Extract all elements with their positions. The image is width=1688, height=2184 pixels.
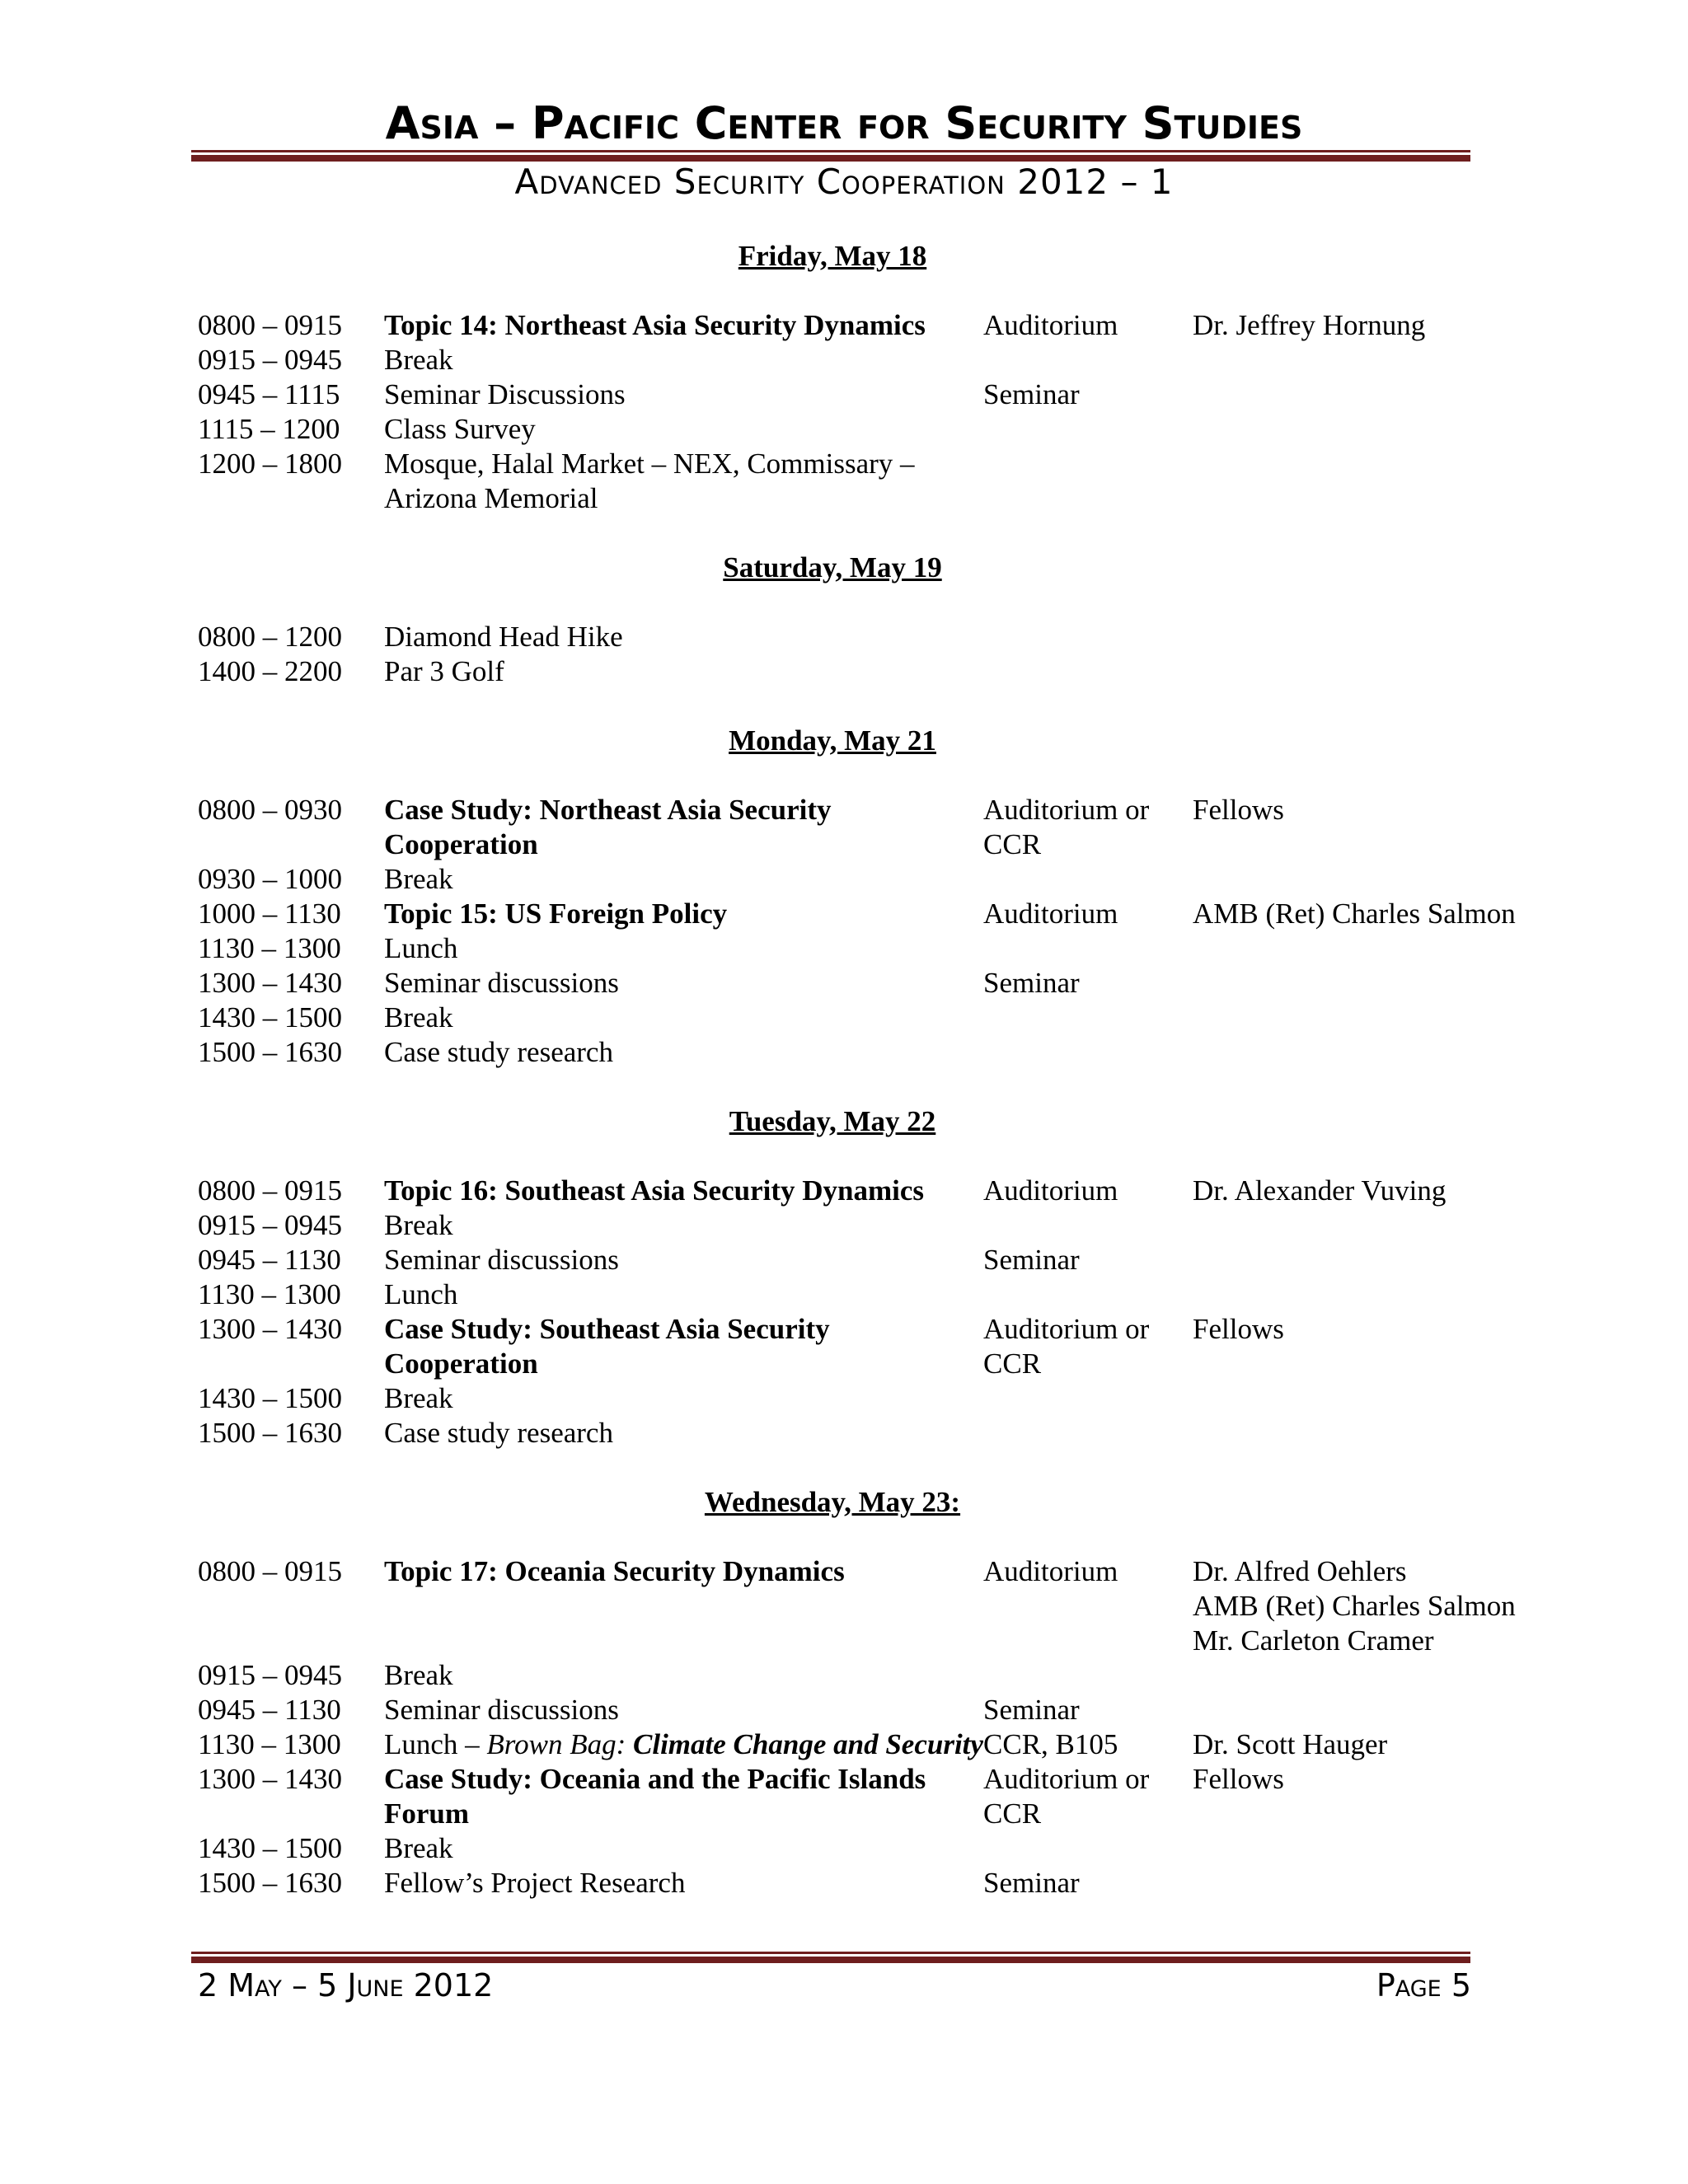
- row-speaker: Dr. Jeffrey Hornung: [1193, 309, 1426, 341]
- row-location: Auditorium or CCR: [983, 794, 1150, 860]
- row-location: [983, 412, 1193, 447]
- row-time: 1000 – 1130: [198, 898, 341, 930]
- row-location: [983, 1035, 1193, 1070]
- schedule-row: [198, 308, 1533, 343]
- row-location: [983, 1658, 1193, 1693]
- activity-part: Climate Change and Security: [633, 1728, 983, 1760]
- row-speaker: [1193, 1658, 1533, 1693]
- row-activity: Break: [384, 863, 453, 895]
- row-speaker: [1193, 862, 1533, 897]
- header-rule: [191, 150, 1470, 162]
- row-time: 0800 – 1200: [198, 621, 342, 653]
- row-activity: Case Study: Oceania and the Pacific Islands Forum: [384, 1763, 926, 1830]
- schedule-row: [198, 1243, 1533, 1277]
- schedule-row: [198, 862, 1533, 897]
- schedule-row: [198, 1001, 1533, 1035]
- page-number: Page 5: [1376, 1967, 1471, 2004]
- row-location: Seminar: [983, 378, 1080, 410]
- activity-part: Lunch –: [384, 1728, 487, 1760]
- row-location: [983, 862, 1193, 897]
- row-speaker: [1193, 1243, 1533, 1277]
- schedule-row: [198, 793, 1533, 862]
- row-speaker: [1193, 1208, 1533, 1243]
- row-activity: Diamond Head Hike: [384, 621, 623, 653]
- row-time: 1430 – 1500: [198, 1832, 342, 1864]
- day-heading: Monday, May 21: [729, 724, 936, 757]
- row-time: 1300 – 1430: [198, 967, 342, 999]
- row-activity: Case study research: [384, 1036, 613, 1068]
- schedule: [198, 239, 1533, 1900]
- row-time: 1300 – 1430: [198, 1313, 342, 1345]
- row-activity: Seminar discussions: [384, 967, 619, 999]
- row-speaker: [1193, 620, 1533, 654]
- row-speaker: [1193, 343, 1533, 377]
- row-activity: Mosque, Halal Market – NEX, Commissary – Arizona Memorial: [384, 448, 915, 514]
- activity-part: Brown Bag:: [486, 1728, 634, 1760]
- row-time: 1430 – 1500: [198, 1382, 342, 1414]
- schedule-row: [198, 1762, 1533, 1831]
- row-speaker: [1193, 1416, 1533, 1451]
- day-heading: Tuesday, May 22: [729, 1105, 936, 1137]
- schedule-row: [198, 1693, 1533, 1727]
- row-speaker: [1193, 1693, 1533, 1727]
- row-location: Auditorium or CCR: [983, 1763, 1150, 1830]
- row-activity: Topic 15: US Foreign Policy: [384, 898, 728, 930]
- row-speaker: [1193, 654, 1533, 689]
- row-speaker: [1193, 1035, 1533, 1070]
- row-time: 0800 – 0915: [198, 1555, 342, 1587]
- schedule-row: [198, 620, 1533, 654]
- row-speaker: [1193, 931, 1533, 966]
- row-activity: Case Study: Southeast Asia Security Cooperation: [384, 1313, 830, 1380]
- row-time: 1130 – 1300: [198, 1278, 341, 1310]
- row-time: 1300 – 1430: [198, 1763, 342, 1795]
- schedule-row: [198, 966, 1533, 1001]
- row-location: [983, 1381, 1193, 1416]
- row-activity: Case study research: [384, 1417, 613, 1449]
- schedule-row: [198, 1174, 1533, 1208]
- schedule-row: [198, 1035, 1533, 1070]
- schedule-row: [198, 1416, 1533, 1451]
- row-location: [983, 447, 1193, 516]
- schedule-row: [198, 1277, 1533, 1312]
- row-location: Auditorium: [983, 1555, 1118, 1587]
- row-activity: Lunch: [384, 932, 458, 964]
- row-activity: Seminar discussions: [384, 1694, 619, 1726]
- row-location: Auditorium: [983, 1174, 1118, 1207]
- row-speaker: [1193, 966, 1533, 1001]
- row-location: CCR, B105: [983, 1728, 1118, 1760]
- day-heading: Saturday, May 19: [723, 551, 942, 583]
- schedule-row: [198, 1658, 1533, 1693]
- section-spacer: [198, 1070, 1533, 1104]
- row-location: [983, 1831, 1193, 1866]
- day-heading: Friday, May 18: [738, 240, 927, 272]
- row-time: 1200 – 1800: [198, 448, 342, 480]
- row-activity: Seminar discussions: [384, 1244, 619, 1276]
- row-speaker: [1193, 1001, 1533, 1035]
- row-time: 0800 – 0930: [198, 794, 342, 826]
- footer-rule: [191, 1952, 1470, 1963]
- row-speaker: [1193, 1831, 1533, 1866]
- row-speaker: Fellows: [1193, 1763, 1284, 1795]
- row-activity: Break: [384, 1001, 453, 1033]
- row-time: 0915 – 0945: [198, 1209, 342, 1241]
- row-location: [983, 620, 1193, 654]
- section-spacer: [198, 1451, 1533, 1485]
- row-speaker: Dr. Alexander Vuving: [1193, 1174, 1447, 1207]
- schedule-row: [198, 1831, 1533, 1866]
- schedule-row: [198, 897, 1533, 931]
- row-activity: Break: [384, 344, 453, 376]
- row-location: Auditorium: [983, 898, 1118, 930]
- row-time: 1400 – 2200: [198, 655, 342, 687]
- schedule-row: [198, 654, 1533, 689]
- row-activity: Par 3 Golf: [384, 655, 504, 687]
- row-time: 1130 – 1300: [198, 932, 341, 964]
- row-speaker: [1193, 447, 1533, 516]
- section-spacer: [198, 516, 1533, 551]
- page-footer: [198, 1966, 1471, 2005]
- footer-dates: 2 May – 5 June 2012: [198, 1967, 494, 2004]
- row-speaker: Fellows: [1193, 1313, 1284, 1345]
- row-activity: Break: [384, 1382, 453, 1414]
- page-title: Asia – Pacific Center for Security Studies: [385, 97, 1303, 149]
- row-activity: Seminar Discussions: [384, 378, 626, 410]
- page-subtitle: Advanced Security Cooperation 2012 – 1: [514, 162, 1174, 202]
- row-location: Seminar: [983, 1244, 1080, 1276]
- section-spacer: [198, 689, 1533, 724]
- row-activity: Break: [384, 1832, 453, 1864]
- row-location: [983, 1416, 1193, 1451]
- row-speaker: Dr. Alfred Oehlers AMB (Ret) Charles Salmon Mr. Carleton Cramer: [1193, 1555, 1516, 1657]
- row-time: 0915 – 0945: [198, 344, 342, 376]
- row-activity: Fellow’s Project Research: [384, 1867, 686, 1899]
- row-location: [983, 343, 1193, 377]
- row-time: 0945 – 1115: [198, 378, 340, 410]
- row-time: 0800 – 0915: [198, 1174, 342, 1207]
- row-speaker: Dr. Scott Hauger: [1193, 1728, 1388, 1760]
- day-heading: Wednesday, May 23:: [704, 1486, 961, 1518]
- row-time: 0945 – 1130: [198, 1694, 341, 1726]
- row-activity: Topic 14: Northeast Asia Security Dynamics: [384, 309, 926, 341]
- row-activity: [384, 1727, 983, 1762]
- row-activity: Lunch: [384, 1278, 458, 1310]
- row-speaker: [1193, 1277, 1533, 1312]
- row-time: 1500 – 1630: [198, 1867, 342, 1899]
- row-activity: Case Study: Northeast Asia Security Cooperation: [384, 794, 832, 860]
- row-time: 1130 – 1300: [198, 1728, 341, 1760]
- row-time: 1500 – 1630: [198, 1036, 342, 1068]
- row-location: [983, 1277, 1193, 1312]
- row-activity: Topic 17: Oceania Security Dynamics: [384, 1555, 845, 1587]
- schedule-row: [198, 1554, 1533, 1658]
- row-location: [983, 1001, 1193, 1035]
- row-speaker: AMB (Ret) Charles Salmon: [1193, 898, 1516, 930]
- row-location: Seminar: [983, 967, 1080, 999]
- row-speaker: [1193, 412, 1533, 447]
- row-time: 1115 – 1200: [198, 413, 340, 445]
- row-location: [983, 1208, 1193, 1243]
- row-location: Auditorium: [983, 309, 1118, 341]
- row-location: Auditorium or CCR: [983, 1313, 1150, 1380]
- row-location: [983, 931, 1193, 966]
- schedule-row: [198, 1866, 1533, 1900]
- row-activity: Break: [384, 1659, 453, 1691]
- schedule-row: [198, 931, 1533, 966]
- row-activity: Class Survey: [384, 413, 536, 445]
- schedule-row: [198, 343, 1533, 377]
- schedule-row: [198, 412, 1533, 447]
- row-time: 0930 – 1000: [198, 863, 342, 895]
- row-speaker: [1193, 1866, 1533, 1900]
- row-location: [983, 654, 1193, 689]
- row-time: 0800 – 0915: [198, 309, 342, 341]
- row-activity: Topic 16: Southeast Asia Security Dynamics: [384, 1174, 925, 1207]
- row-location: Seminar: [983, 1867, 1080, 1899]
- row-speaker: Fellows: [1193, 794, 1284, 826]
- row-activity: Break: [384, 1209, 453, 1241]
- schedule-row: [198, 377, 1533, 412]
- schedule-row: [198, 1381, 1533, 1416]
- row-time: 1430 – 1500: [198, 1001, 342, 1033]
- row-speaker: [1193, 1381, 1533, 1416]
- schedule-row: [198, 1727, 1533, 1762]
- schedule-row: [198, 1208, 1533, 1243]
- row-time: 0945 – 1130: [198, 1244, 341, 1276]
- schedule-row: [198, 447, 1533, 516]
- row-location: Seminar: [983, 1694, 1080, 1726]
- row-speaker: [1193, 377, 1533, 412]
- row-time: 1500 – 1630: [198, 1417, 342, 1449]
- row-time: 0915 – 0945: [198, 1659, 342, 1691]
- schedule-row: [198, 1312, 1533, 1381]
